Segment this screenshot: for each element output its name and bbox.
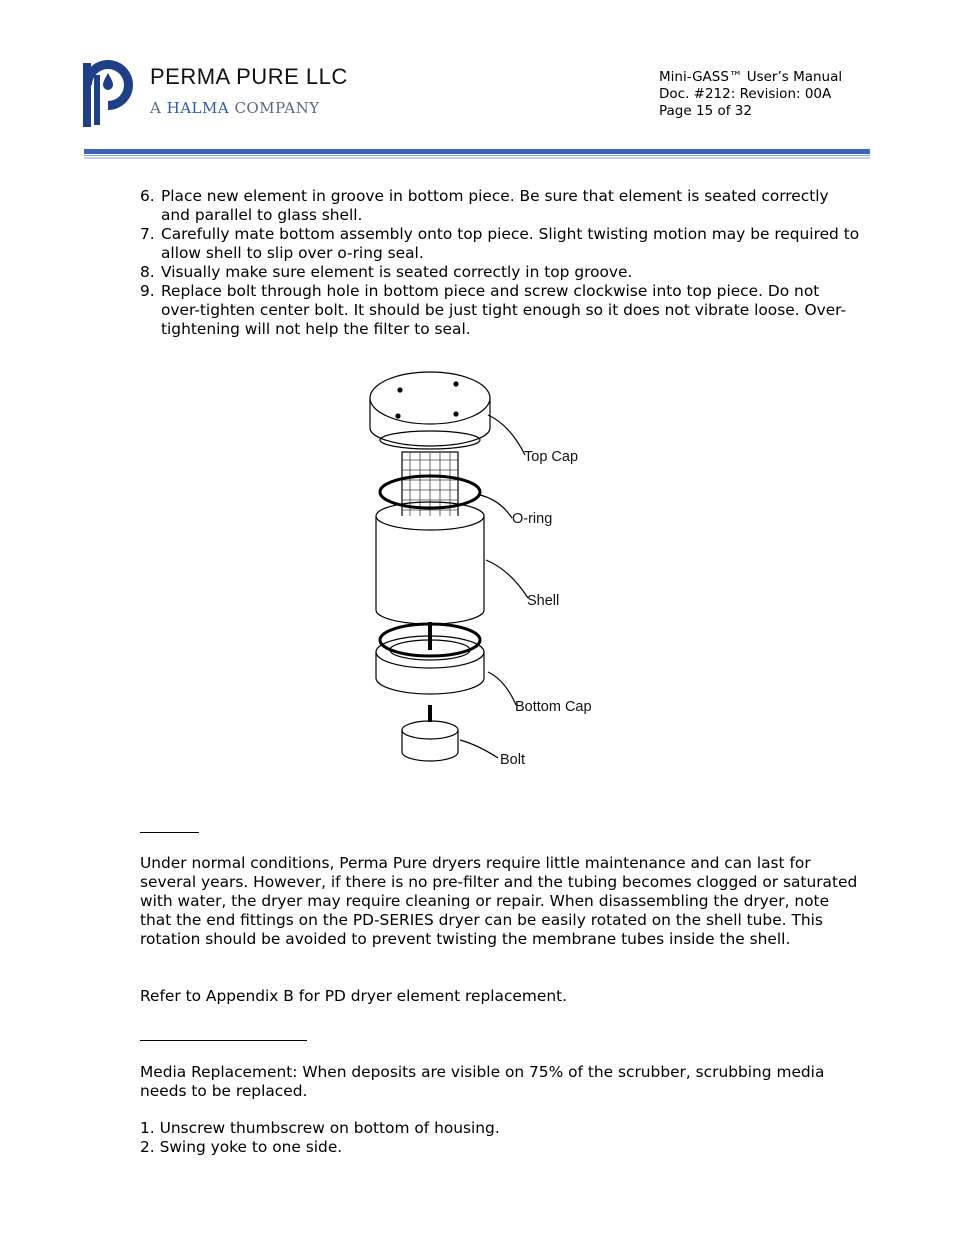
- list-item: 8. Visually make sure element is seated correctly in top groove.: [140, 263, 633, 281]
- label-top-cap: Top Cap: [524, 449, 579, 465]
- company-tagline: [150, 99, 320, 117]
- company-name: PERMA PURE LLC: [150, 64, 348, 89]
- label-o-ring: O-ring: [512, 511, 553, 527]
- label-bolt: Bolt: [500, 752, 525, 768]
- tagline-prefix: A: [150, 99, 167, 117]
- header-divider: [84, 149, 870, 159]
- scrubber-step-1: 1. Unscrew thumbscrew on bottom of housing.: [140, 1119, 500, 1137]
- section-heading-underline: [140, 832, 199, 833]
- section-heading-underline: [140, 1040, 307, 1041]
- document-info: [659, 69, 842, 120]
- doc-number: Doc. #212: Revision: 00A: [659, 86, 832, 102]
- list-item: 7. Carefully mate bottom assembly onto top piece. Slight twisting motion may be required to allow shell to slip over o-ring seal.: [140, 225, 860, 262]
- manual-title: Mini-GASS™ User’s Manual: [659, 69, 843, 85]
- filter-drawing: [360, 360, 620, 780]
- dryer-reference: Refer to Appendix B for PD dryer element replacement.: [140, 987, 568, 1005]
- perma-pure-logo-icon: [82, 55, 134, 128]
- reassembly-steps: [140, 187, 860, 339]
- dryer-maintenance-paragraph: Under normal conditions, Perma Pure dryers require little maintenance and can last for several years. However, if there is no pre-filter and the tubing becomes clogged or saturated with water, the dryer may require cleaning or repair. When disassembling the dryer, note that the end fittings on the PD-SERIES dryer can be easily rotated on the shell tube. This rotation should be avoided to prevent twisting the membrane tubes inside the shell.: [140, 854, 858, 948]
- scrubber-step-2: 2. Swing yoke to one side.: [140, 1138, 343, 1156]
- tagline-suffix: COMPANY: [229, 99, 320, 117]
- page-number: Page 15 of 32: [659, 103, 752, 119]
- label-shell: Shell: [527, 593, 560, 609]
- list-item: 9. Replace bolt through hole in bottom piece and screw clockwise into top piece. Do not over-tighten center bolt. It should be just tight enough so it does not vibrate loose. Over-tightening will not help the filter to seal.: [140, 282, 847, 338]
- tagline-brand: HALMA: [166, 99, 230, 117]
- list-item: 6. Place new element in groove in bottom piece. Be sure that element is seated correctly and parallel to glass shell.: [140, 187, 829, 224]
- filter-exploded-diagram: [360, 360, 620, 780]
- scrubber-media-paragraph: Media Replacement: When deposits are visible on 75% of the scrubber, scrubbing media needs to be replaced.: [140, 1063, 825, 1100]
- label-bottom-cap: Bottom Cap: [515, 699, 592, 715]
